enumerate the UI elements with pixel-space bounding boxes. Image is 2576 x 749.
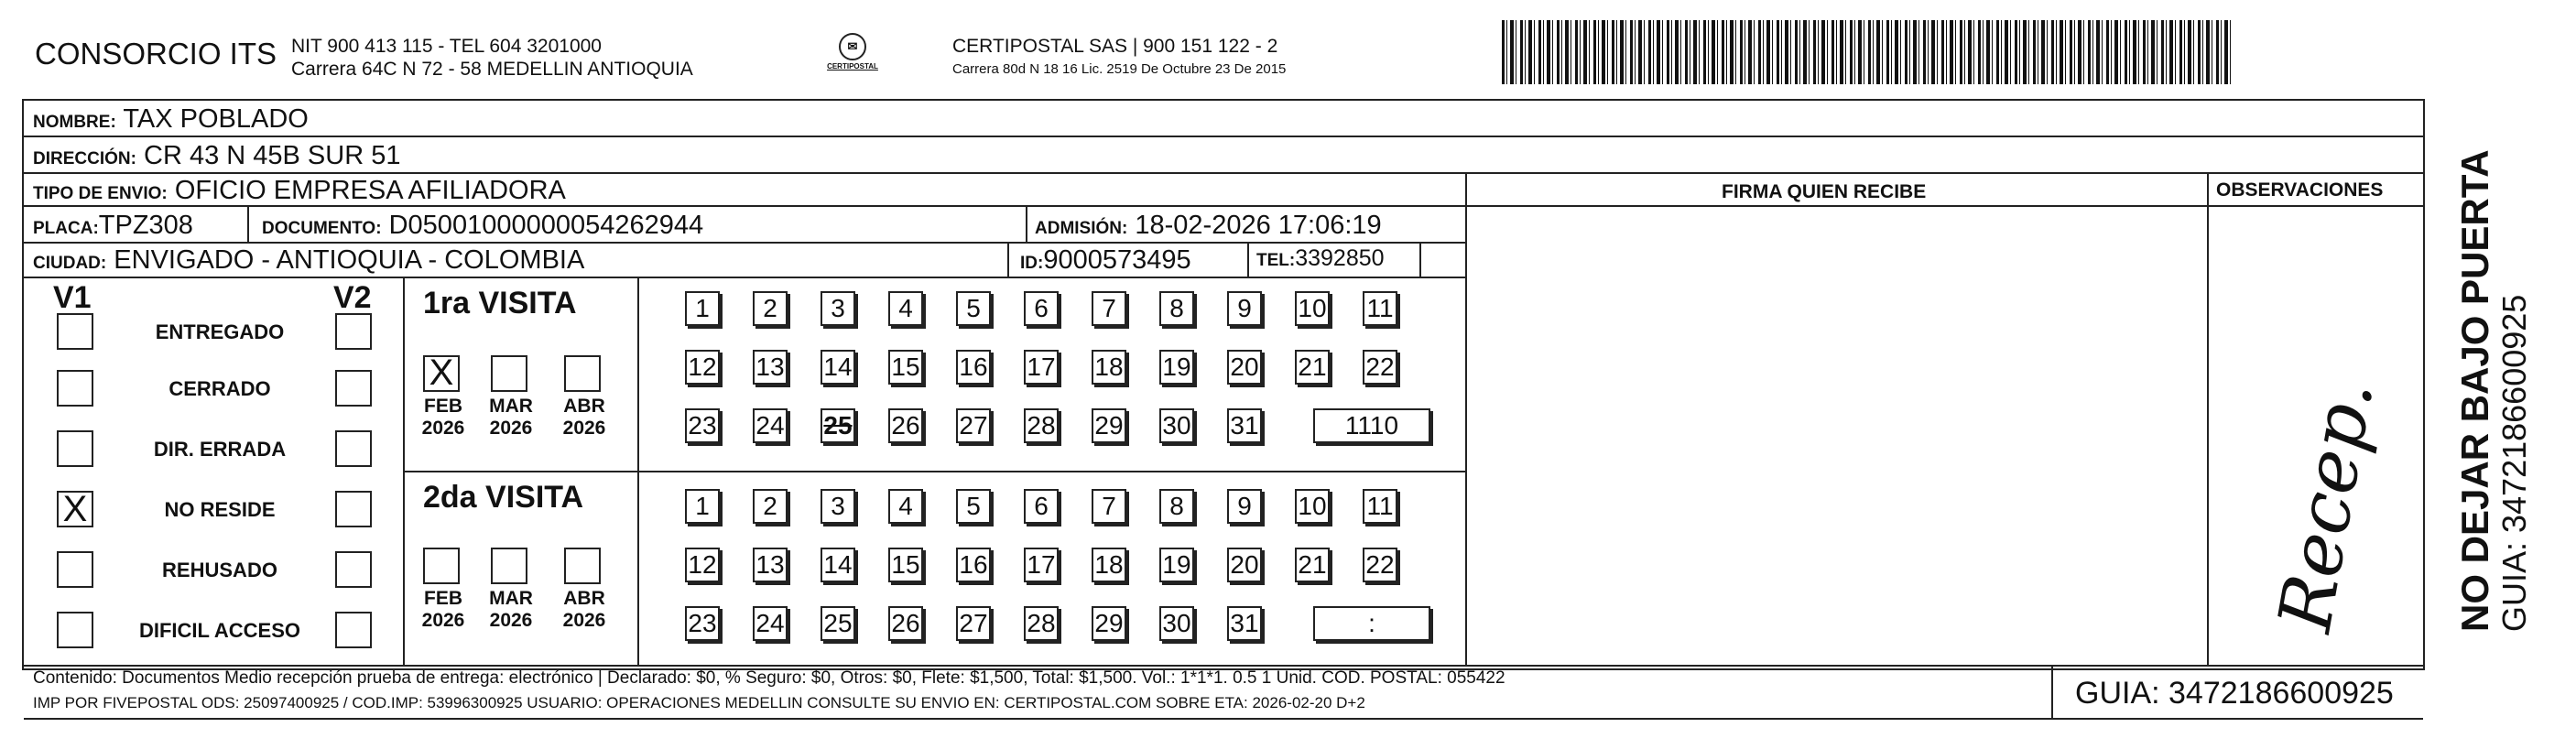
visit1-days-day-19[interactable]: 19 — [1159, 350, 1194, 385]
side-warning — [2454, 149, 2533, 632]
v1-checkbox-3[interactable]: X — [57, 491, 93, 527]
admision-value: 18-02-2026 17:06:19 — [1135, 211, 1382, 240]
visit2-days-day-31[interactable]: 31 — [1227, 606, 1262, 641]
visit2-days-time-box[interactable]: : — [1313, 606, 1430, 641]
visit2-months-month-box-1[interactable] — [491, 548, 527, 584]
direccion-value: CR 43 N 45B SUR 51 — [144, 141, 401, 170]
visit2-days-day-4[interactable]: 4 — [888, 489, 923, 524]
visit1-months-month-box-1[interactable] — [491, 355, 527, 392]
visit2-days-day-25[interactable]: 25 — [821, 606, 855, 641]
v2-checkbox-0[interactable] — [335, 313, 372, 350]
visit1-days-day-22[interactable]: 22 — [1363, 350, 1397, 385]
visit1-days-day-23[interactable]: 23 — [685, 408, 720, 443]
visit2-days-day-28[interactable]: 28 — [1024, 606, 1059, 641]
status-label-3: NO RESIDE — [164, 498, 276, 521]
visit1-days-day-8[interactable]: 8 — [1159, 291, 1194, 326]
visit1-months-month-box-2[interactable] — [564, 355, 601, 392]
visit1-months-month-label-1: MAR 2026 — [489, 396, 533, 439]
visit2-days-day-2[interactable]: 2 — [753, 489, 788, 524]
status-label-5: DIFICIL ACCESO — [138, 619, 300, 642]
barcode — [1502, 20, 2234, 84]
visit1-days-day-4[interactable]: 4 — [888, 291, 923, 326]
visit2-months-month-label-0: FEB 2026 — [421, 588, 465, 631]
visit2-days-day-17[interactable]: 17 — [1024, 548, 1059, 582]
visit1-days-day-6[interactable]: 6 — [1024, 291, 1059, 326]
visit2-days-day-6[interactable]: 6 — [1024, 489, 1059, 524]
visit1-days-day-11[interactable]: 11 — [1363, 291, 1397, 326]
visit1-days-day-30[interactable]: 30 — [1159, 408, 1194, 443]
visit2-days-day-22[interactable]: 22 — [1363, 548, 1397, 582]
visit2-days-day-12[interactable]: 12 — [685, 548, 720, 582]
visit1-days-day-2[interactable]: 2 — [753, 291, 788, 326]
side-line2: GUIA: 3472186600925 — [2495, 294, 2533, 632]
second-visit-title: 2da VISITA — [423, 480, 584, 515]
footer-content: Contenido: Documentos Medio recepción prueba de entrega: electrónico | Declarado: $0, % Seguro: $0, Otros: $0, Flete: $1,500, Total: $1,500. Vol.: 1*1*1. 0.5 1 Unid. COD. POSTAL: 055422 — [33, 668, 1505, 688]
visit1-days-day-15[interactable]: 15 — [888, 350, 923, 385]
visit1-days-day-13[interactable]: 13 — [753, 350, 788, 385]
carrier-info — [952, 35, 1286, 81]
tel-value: 3392850 — [1295, 245, 1385, 271]
visit2-days-day-1[interactable]: 1 — [685, 489, 720, 524]
status-label-2: DIR. ERRADA — [153, 438, 287, 461]
visit2-days-day-18[interactable]: 18 — [1092, 548, 1126, 582]
logo-text: CERTIPOSTAL — [827, 62, 878, 71]
visit1-days-day-3[interactable]: 3 — [821, 291, 855, 326]
visit2-days-day-29[interactable]: 29 — [1092, 606, 1126, 641]
carrier-name: CERTIPOSTAL SAS | 900 151 122 - 2 — [952, 36, 1278, 57]
v2-checkbox-5[interactable] — [335, 612, 372, 648]
visit1-days-day-31[interactable]: 31 — [1227, 408, 1262, 443]
ciudad-field: CIUDAD: ENVIGADO - ANTIOQUIA - COLOMBIA — [33, 245, 585, 275]
visit1-days-day-10[interactable]: 10 — [1295, 291, 1330, 326]
visit1-days-day-17[interactable]: 17 — [1024, 350, 1059, 385]
visit2-days-day-21[interactable]: 21 — [1295, 548, 1330, 582]
visit1-days-day-1[interactable]: 1 — [685, 291, 720, 326]
visit2-days-day-16[interactable]: 16 — [956, 548, 991, 582]
row-direccion — [24, 137, 2423, 174]
visit1-days-day-29[interactable]: 29 — [1092, 408, 1126, 443]
v1-checkbox-2[interactable] — [57, 430, 93, 467]
visit1-days-day-7[interactable]: 7 — [1092, 291, 1126, 326]
visit1-days-day-16[interactable]: 16 — [956, 350, 991, 385]
visit1-days-day-18[interactable]: 18 — [1092, 350, 1126, 385]
documento-field: DOCUMENTO: D05001000000054262944 — [262, 211, 704, 240]
visit2-days-day-13[interactable]: 13 — [753, 548, 788, 582]
visit2-days-day-26[interactable]: 26 — [888, 606, 923, 641]
visit2-days-day-20[interactable]: 20 — [1227, 548, 1262, 582]
visit1-days-day-25[interactable]: 25 — [821, 408, 855, 443]
status-label-0: ENTREGADO — [155, 320, 285, 343]
nombre-value: TAX POBLADO — [123, 104, 309, 134]
visit1-days-day-21[interactable]: 21 — [1295, 350, 1330, 385]
visit2-months-month-label-2: ABR 2026 — [562, 588, 606, 631]
status-label-1: CERRADO — [168, 377, 271, 400]
v2-checkbox-3[interactable] — [335, 491, 372, 527]
side-line1: NO DEJAR BAJO PUERTA — [2453, 149, 2496, 632]
tel-field: TEL:3392850 — [1256, 245, 1385, 271]
logo-icon: ✉ — [839, 33, 866, 60]
visit2-days-day-9[interactable]: 9 — [1227, 489, 1262, 524]
visit1-days-time-box[interactable]: 1110 — [1313, 408, 1430, 443]
placa-field: PLACA:TPZ308 — [33, 211, 193, 240]
visit2-days-day-11[interactable]: 11 — [1363, 489, 1397, 524]
visit2-days-day-19[interactable]: 19 — [1159, 548, 1194, 582]
status-label-4: REHUSADO — [162, 559, 277, 581]
tipo-value: OFICIO EMPRESA AFILIADORA — [174, 176, 566, 205]
row-tipo — [24, 174, 1465, 207]
v2-checkbox-2[interactable] — [335, 430, 372, 467]
certipostal-logo — [824, 33, 881, 86]
visit1-days-day-5[interactable]: 5 — [956, 291, 991, 326]
company-address: Carrera 64C N 72 - 58 MEDELLIN ANTIOQUIA — [291, 59, 693, 80]
signature: Recep. — [2262, 373, 2390, 638]
visit2-days-day-5[interactable]: 5 — [956, 489, 991, 524]
visit2-days-day-30[interactable]: 30 — [1159, 606, 1194, 641]
tipo-field: TIPO DE ENVIO: OFICIO EMPRESA AFILIADORA — [33, 176, 566, 205]
visit2-days-day-23[interactable]: 23 — [685, 606, 720, 641]
visit1-days-day-14[interactable]: 14 — [821, 350, 855, 385]
v1-label: V1 — [53, 280, 92, 315]
visit2-days-day-7[interactable]: 7 — [1092, 489, 1126, 524]
row-placa — [24, 207, 1465, 244]
visit2-days-day-27[interactable]: 27 — [956, 606, 991, 641]
visit1-months-month-label-2: ABR 2026 — [562, 396, 606, 439]
visit2-months-month-box-2[interactable] — [564, 548, 601, 584]
nombre-field: NOMBRE: TAX POBLADO — [33, 104, 309, 134]
v1-checkbox-4[interactable] — [57, 551, 93, 588]
v1-checkbox-5[interactable] — [57, 612, 93, 648]
visit1-days-day-26[interactable]: 26 — [888, 408, 923, 443]
footer-imp: IMP POR FIVEPOSTAL ODS: 25097400925 / COD.IMP: 53996300925 USUARIO: OPERACIONES MEDELLIN CONSULTE SU ENVIO EN: CERTIPOSTAL.COM SOBRE ETA: 2026-02-20 D+2 — [33, 694, 1365, 711]
carrier-address: Carrera 80d N 18 16 Lic. 2519 De Octubre 23 De 2015 — [952, 61, 1287, 77]
footer-guia: GUIA: 3472186600925 — [2075, 676, 2394, 711]
company-nit: NIT 900 413 115 - TEL 604 3201000 — [291, 36, 602, 57]
company-name: CONSORCIO ITS — [35, 37, 277, 71]
v2-checkbox-1[interactable] — [335, 370, 372, 407]
visit2-days-day-14[interactable]: 14 — [821, 548, 855, 582]
documento-value: D05001000000054262944 — [388, 211, 704, 240]
visit1-months-month-label-0: FEB 2026 — [421, 396, 465, 439]
first-visit-title: 1ra VISITA — [423, 286, 577, 320]
id-field: ID:9000573495 — [1020, 245, 1191, 275]
visit1-days-day-20[interactable]: 20 — [1227, 350, 1262, 385]
visit1-days-day-9[interactable]: 9 — [1227, 291, 1262, 326]
visit1-days-day-27[interactable]: 27 — [956, 408, 991, 443]
visit1-months-month-box-0[interactable]: X — [423, 355, 460, 392]
placa-value: TPZ308 — [98, 211, 193, 240]
visit2-days-day-24[interactable]: 24 — [753, 606, 788, 641]
visit1-days-day-12[interactable]: 12 — [685, 350, 720, 385]
company-info — [291, 35, 693, 81]
v1-checkbox-0[interactable] — [57, 313, 93, 350]
visit2-months-month-label-1: MAR 2026 — [489, 588, 533, 631]
visit2-days-day-15[interactable]: 15 — [888, 548, 923, 582]
v1-checkbox-1[interactable] — [57, 370, 93, 407]
direccion-field: DIRECCIÓN: CR 43 N 45B SUR 51 — [33, 141, 401, 170]
visit1-days-day-24[interactable]: 24 — [753, 408, 788, 443]
ciudad-value: ENVIGADO - ANTIOQUIA - COLOMBIA — [114, 245, 585, 275]
visit2-days-day-8[interactable]: 8 — [1159, 489, 1194, 524]
visit2-months-month-box-0[interactable] — [423, 548, 460, 584]
visit2-days-day-10[interactable]: 10 — [1295, 489, 1330, 524]
v2-label: V2 — [333, 280, 372, 315]
visit1-days-day-28[interactable]: 28 — [1024, 408, 1059, 443]
row-nombre — [24, 101, 2423, 137]
v2-checkbox-4[interactable] — [335, 551, 372, 588]
observaciones-label: OBSERVACIONES — [2216, 179, 2384, 201]
firma-label: FIRMA QUIEN RECIBE — [1722, 181, 1927, 202]
visit2-days-day-3[interactable]: 3 — [821, 489, 855, 524]
admision-field: ADMISIÓN: 18-02-2026 17:06:19 — [1035, 211, 1382, 240]
id-value: 9000573495 — [1043, 245, 1191, 275]
